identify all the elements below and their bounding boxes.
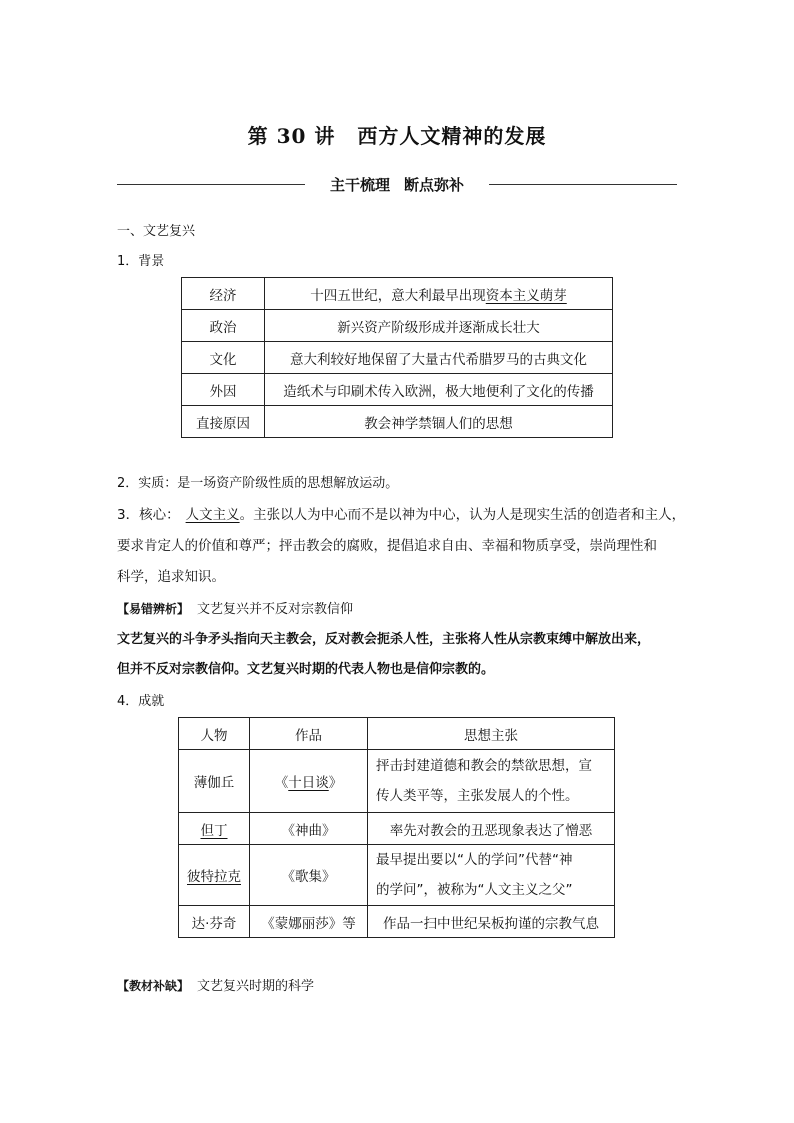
lecture-topic: 西方人文精神的发展: [357, 124, 547, 148]
row-text: 造纸术与印刷术传入欧洲，极大地便利了文化的传播: [265, 374, 613, 406]
row-label: 经济: [182, 278, 265, 310]
table-row: [182, 310, 613, 342]
idea-cell: [368, 750, 615, 813]
person-cell: [179, 845, 250, 906]
idea-line-1: 抨击封建道德和教会的禁欲思想，宣: [376, 758, 592, 774]
item-core: [117, 500, 686, 593]
background-table: [181, 277, 613, 438]
error-analysis-line-1: 文艺复兴的斗争矛头指向天主教会，反对教会扼杀人性，主张将人性从宗教束缚中解放出来，: [117, 632, 651, 647]
work-open: 《: [274, 775, 289, 791]
row-label: 政治: [182, 310, 265, 342]
core-underlined: 人文主义: [185, 507, 240, 523]
table-row: [182, 406, 613, 438]
work-title-underlined: 十日谈: [288, 775, 329, 791]
supplement-title: 文艺复兴时期的科学: [197, 979, 315, 994]
row-text-main: 十四五世纪，意大利最早出现: [310, 287, 486, 304]
error-analysis-title: 文艺复兴并不反对宗教信仰: [197, 602, 354, 617]
header-work: 作品: [250, 718, 368, 750]
table-row: [182, 278, 613, 310]
table-row: [182, 374, 613, 406]
divider-right: [489, 184, 677, 185]
section-header-part2: 断点弥补: [404, 176, 465, 194]
work-cell: [250, 750, 368, 813]
idea-line-2: 的学问”，被称为“人文主义之父”: [376, 882, 573, 898]
core-line-2: 要求肯定人的价值和尊严；抨击教会的腐败，提倡追求自由、幸福和物质享受，崇尚理性和: [117, 538, 657, 554]
idea-cell: [368, 845, 615, 906]
row-text: 新兴资产阶级形成并逐渐成长壮大: [265, 310, 613, 342]
row-text: 教会神学禁锢人们的思想: [265, 406, 613, 438]
item-achievements: 4．成就: [117, 694, 165, 709]
heading-renaissance: 一、文艺复兴: [117, 224, 196, 239]
achievements-table: [178, 717, 615, 938]
idea-cell: 率先对教会的丑恶现象表达了憎恶: [368, 813, 615, 845]
table-row: [179, 750, 615, 813]
row-label: 外因: [182, 374, 265, 406]
table-row: [182, 342, 613, 374]
idea-line-1: 最早提出要以“人的学问”代替“神: [376, 852, 573, 868]
row-text-underlined: 资本主义萌芽: [485, 287, 567, 304]
person-underlined: 彼特拉克: [187, 869, 241, 885]
core-line-1: [117, 500, 686, 531]
supplement-heading: [117, 976, 314, 997]
error-analysis-line-2: 但并不反对宗教信仰。文艺复兴时期的代表人物也是信仰宗教的。: [117, 662, 495, 677]
item-essence: 2．实质：是一场资产阶级性质的思想解放运动。: [117, 476, 399, 491]
table-row: [179, 813, 615, 845]
row-label: 直接原因: [182, 406, 265, 438]
section-header-part1: 主干梳理: [329, 176, 390, 194]
item-background: 1．背景: [117, 254, 165, 269]
work-cell: 《歌集》: [250, 845, 368, 906]
error-analysis-heading: [117, 599, 353, 620]
error-analysis-tag: 【易错辨析】: [117, 602, 190, 616]
core-line-3: 科学，追求知识。: [117, 569, 225, 585]
work-close: 》: [328, 775, 343, 791]
idea-line-2: 传人类平等，主张发展人的个性。: [376, 788, 579, 804]
table-header-row: [179, 718, 615, 750]
header-idea: 思想主张: [368, 718, 615, 750]
header-person: 人物: [179, 718, 250, 750]
section-header: [117, 172, 677, 198]
person-cell: 达·芬奇: [179, 906, 250, 938]
work-cell: 《蒙娜丽莎》等: [250, 906, 368, 938]
idea-cell: 作品一扫中世纪呆板拘谨的宗教气息: [368, 906, 615, 938]
table-row: [179, 906, 615, 938]
row-text: 意大利较好地保留了大量古代希腊罗马的古典文化: [265, 342, 613, 374]
person-cell: 薄伽丘: [179, 750, 250, 813]
core-line1-rest: 。主张以人为中心而不是以神为中心，认为人是现实生活的创造者和主人，: [239, 507, 686, 523]
person-underlined: 但丁: [200, 822, 228, 839]
supplement-tag: 【教材补缺】: [117, 979, 190, 993]
lecture-number: 第 30 讲: [247, 124, 336, 148]
row-text: [265, 278, 613, 310]
page-title: [0, 120, 794, 149]
work-cell: 《神曲》: [250, 813, 368, 845]
row-label: 文化: [182, 342, 265, 374]
person-cell: [179, 813, 250, 845]
core-prefix: 3．核心：: [117, 507, 180, 523]
table-row: [179, 845, 615, 906]
